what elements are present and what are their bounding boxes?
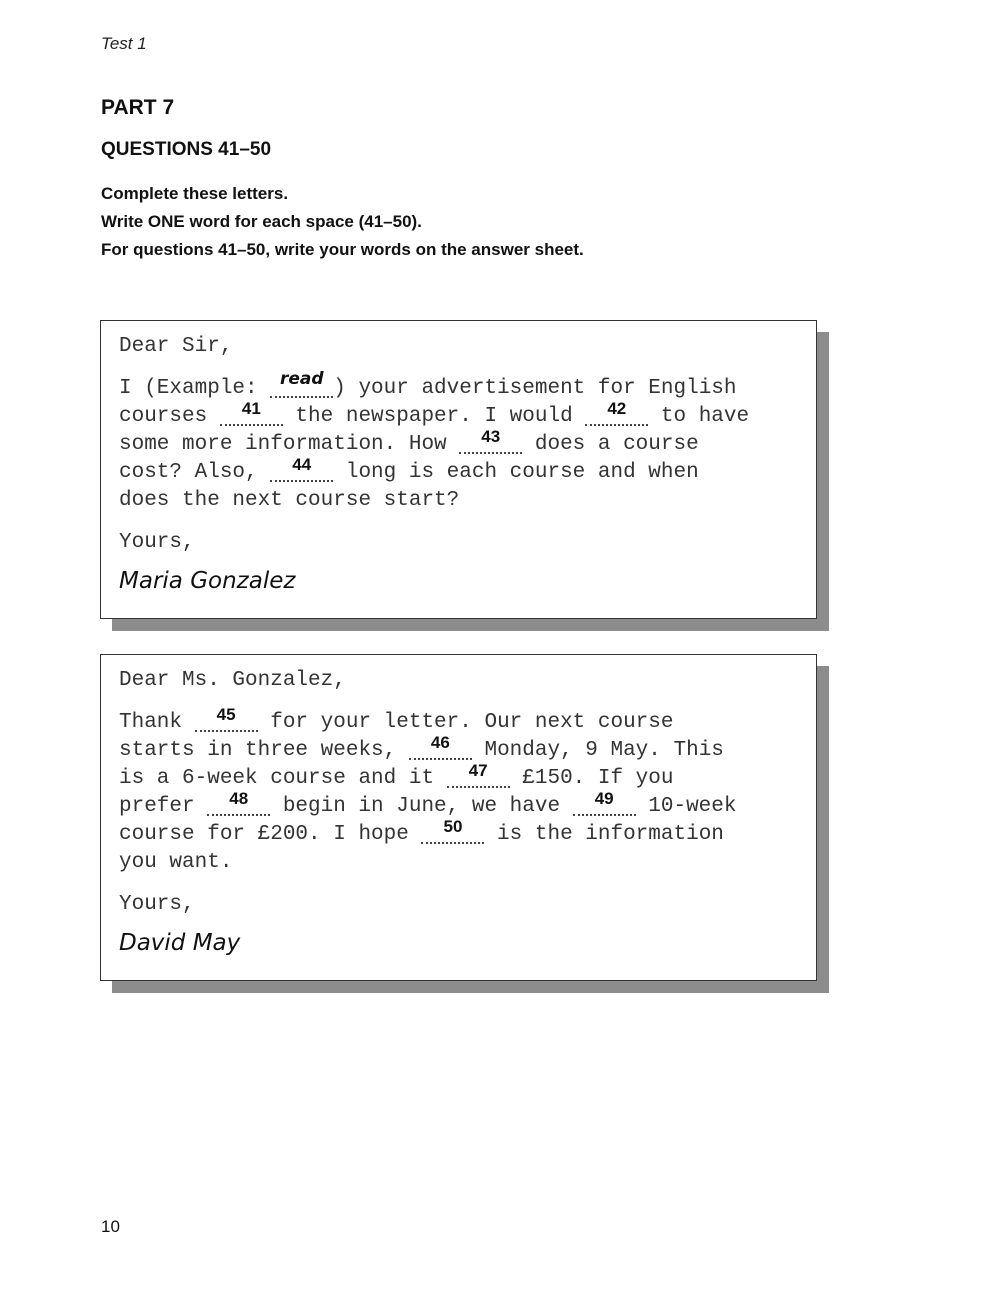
- letter-closing: Yours,: [119, 893, 195, 916]
- signature: Maria Gonzalez: [119, 568, 296, 594]
- test-label: Test 1: [101, 34, 147, 53]
- gap-number: 42: [607, 399, 627, 418]
- letter-line: some more information. How 43 does a course: [119, 431, 798, 459]
- letter-line: does the next course start?: [119, 489, 460, 512]
- gap-number: 46: [430, 733, 450, 752]
- letter-1-box: [100, 320, 817, 619]
- letter-closing: Yours,: [119, 531, 195, 554]
- answer-gap-42[interactable]: [585, 399, 648, 431]
- letter-2-box: [100, 654, 817, 981]
- letter-greeting: Dear Sir,: [119, 335, 233, 358]
- instructions: [101, 180, 584, 264]
- instruction-line: Complete these letters.: [101, 184, 289, 203]
- signature: David May: [119, 930, 241, 956]
- letter-line: starts in three weeks, 46 Monday, 9 May. This: [119, 737, 798, 765]
- letter-line: Thank 45 for your letter. Our next course: [119, 709, 798, 737]
- letter-line: you want.: [119, 851, 233, 874]
- letter-line: courses 41 the newspaper. I would 42 to have: [119, 403, 798, 431]
- answer-gap-45[interactable]: [195, 705, 258, 737]
- answer-gap-48[interactable]: [207, 789, 270, 821]
- letter-line: is a 6-week course and it 47 £150. If you: [119, 765, 798, 793]
- letter-line: prefer 48 begin in June, we have 49 10-week: [119, 793, 798, 821]
- letter-line: I (Example: read ) your advertisement for English: [119, 375, 798, 403]
- answer-gap-44[interactable]: [270, 455, 333, 487]
- letter-2: [100, 654, 817, 981]
- answer-gap-47[interactable]: [447, 761, 510, 793]
- gap-number: 49: [594, 789, 614, 808]
- letter-line: cost? Also, 44 long is each course and when: [119, 459, 798, 487]
- gap-number: 45: [216, 705, 236, 724]
- instruction-line: For questions 41–50, write your words on the answer sheet.: [101, 240, 584, 259]
- gap-number: 47: [468, 761, 488, 780]
- answer-gap-50[interactable]: [421, 817, 484, 849]
- gap-number: 41: [241, 399, 261, 418]
- instruction-line: Write ONE word for each space (41–50).: [101, 212, 422, 231]
- letter-greeting: Dear Ms. Gonzalez,: [119, 669, 346, 692]
- example-answer: read: [279, 369, 324, 389]
- answer-gap-43[interactable]: [459, 427, 522, 459]
- part-title: PART 7: [101, 96, 175, 119]
- letter-1: [100, 320, 817, 619]
- gap-number: 50: [443, 817, 463, 836]
- gap-number: 48: [229, 789, 249, 808]
- answer-gap-49[interactable]: [573, 789, 636, 821]
- page-number: 10: [101, 1217, 120, 1236]
- questions-title: QUESTIONS 41–50: [101, 139, 272, 160]
- gap-number: 43: [481, 427, 501, 446]
- letter-line: course for £200. I hope 50 is the information: [119, 821, 798, 849]
- answer-gap-41[interactable]: [220, 399, 283, 431]
- gap-number: 44: [292, 455, 312, 474]
